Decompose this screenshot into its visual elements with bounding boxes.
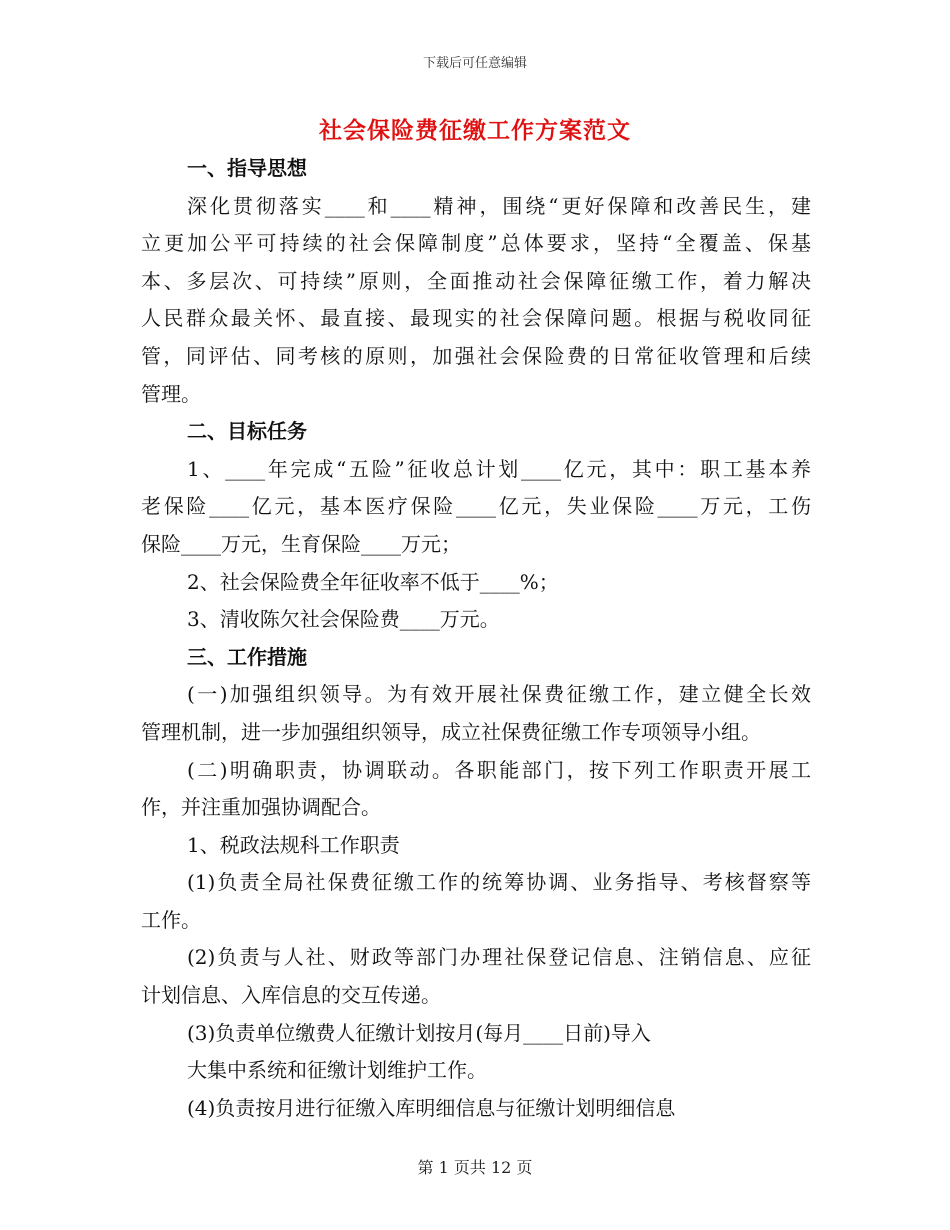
paragraph-line: 本、多层次、可持续”原则，全面推动社会保障征缴工作，着力解决	[141, 268, 811, 293]
paragraph-line: 工作。	[141, 907, 201, 932]
paragraph-line: (4)负责按月进行征缴入库明细信息与征缴计划明细信息	[187, 1095, 676, 1120]
paragraph-line: 管理。	[141, 381, 201, 406]
section-heading: 一、指导思想	[187, 156, 307, 180]
paragraph-line: 1、____年完成“五险”征收总计划____亿元，其中：职工基本养	[187, 456, 811, 481]
paragraph-line: 深化贯彻落实____和____精神，围绕“更好保障和改善民生，建	[187, 193, 811, 218]
paragraph-line: (二)明确职责，协调联动。各职能部门，按下列工作职责开展工	[187, 757, 811, 782]
page-footer: 第 1 页共 12 页	[417, 1158, 533, 1177]
paragraph-line: (2)负责与人社、财政等部门办理社保登记信息、注销信息、应征	[187, 945, 811, 970]
paragraph-line: 老保险____亿元，基本医疗保险____亿元，失业保险____万元，工伤	[141, 494, 811, 519]
document-body	[141, 150, 811, 1127]
paragraph-line: 作，并注重加强协调配合。	[141, 795, 381, 820]
section-heading: 三、工作措施	[187, 644, 307, 669]
paragraph-line: 3、清收陈欠社会保险费____万元。	[187, 607, 500, 632]
paragraph-line: (一)加强组织领导。为有效开展社保费征缴工作，建立健全长效	[187, 682, 811, 707]
paragraph-line: 管，同评估、同考核的原则，加强社会保险费的日常征收管理和后续	[141, 343, 811, 368]
paragraph-line: 大集中系统和征缴计划维护工作。	[187, 1058, 487, 1083]
paragraph-line: 2、社会保险费全年征收率不低于____%；	[187, 569, 559, 594]
paragraph-line: (1)负责全局社保费征缴工作的统筹协调、业务指导、考核督察等	[187, 870, 811, 895]
section-heading: 二、目标任务	[187, 419, 307, 444]
document-title: 社会保险费征缴工作方案范文	[319, 117, 631, 144]
paragraph-line: 1、税政法规科工作职责	[187, 832, 400, 857]
paragraph-line: 计划信息、入库信息的交互传递。	[141, 983, 441, 1008]
paragraph-line: 人民群众最关怀、最直接、最现实的社会保障问题。根据与税收同征	[141, 306, 811, 331]
header-note: 下载后可任意编辑	[422, 56, 527, 71]
paragraph-line: (3)负责单位缴费人征缴计划按月(每月____日前)导入	[187, 1020, 651, 1045]
paragraph-line: 保险____万元，生育保险____万元；	[141, 531, 461, 556]
paragraph-line: 管理机制，进一步加强组织领导，成立社保费征缴工作专项领导小组。	[141, 719, 761, 744]
paragraph-line: 立更加公平可持续的社会保障制度”总体要求，坚持“全覆盖、保基	[141, 231, 811, 256]
